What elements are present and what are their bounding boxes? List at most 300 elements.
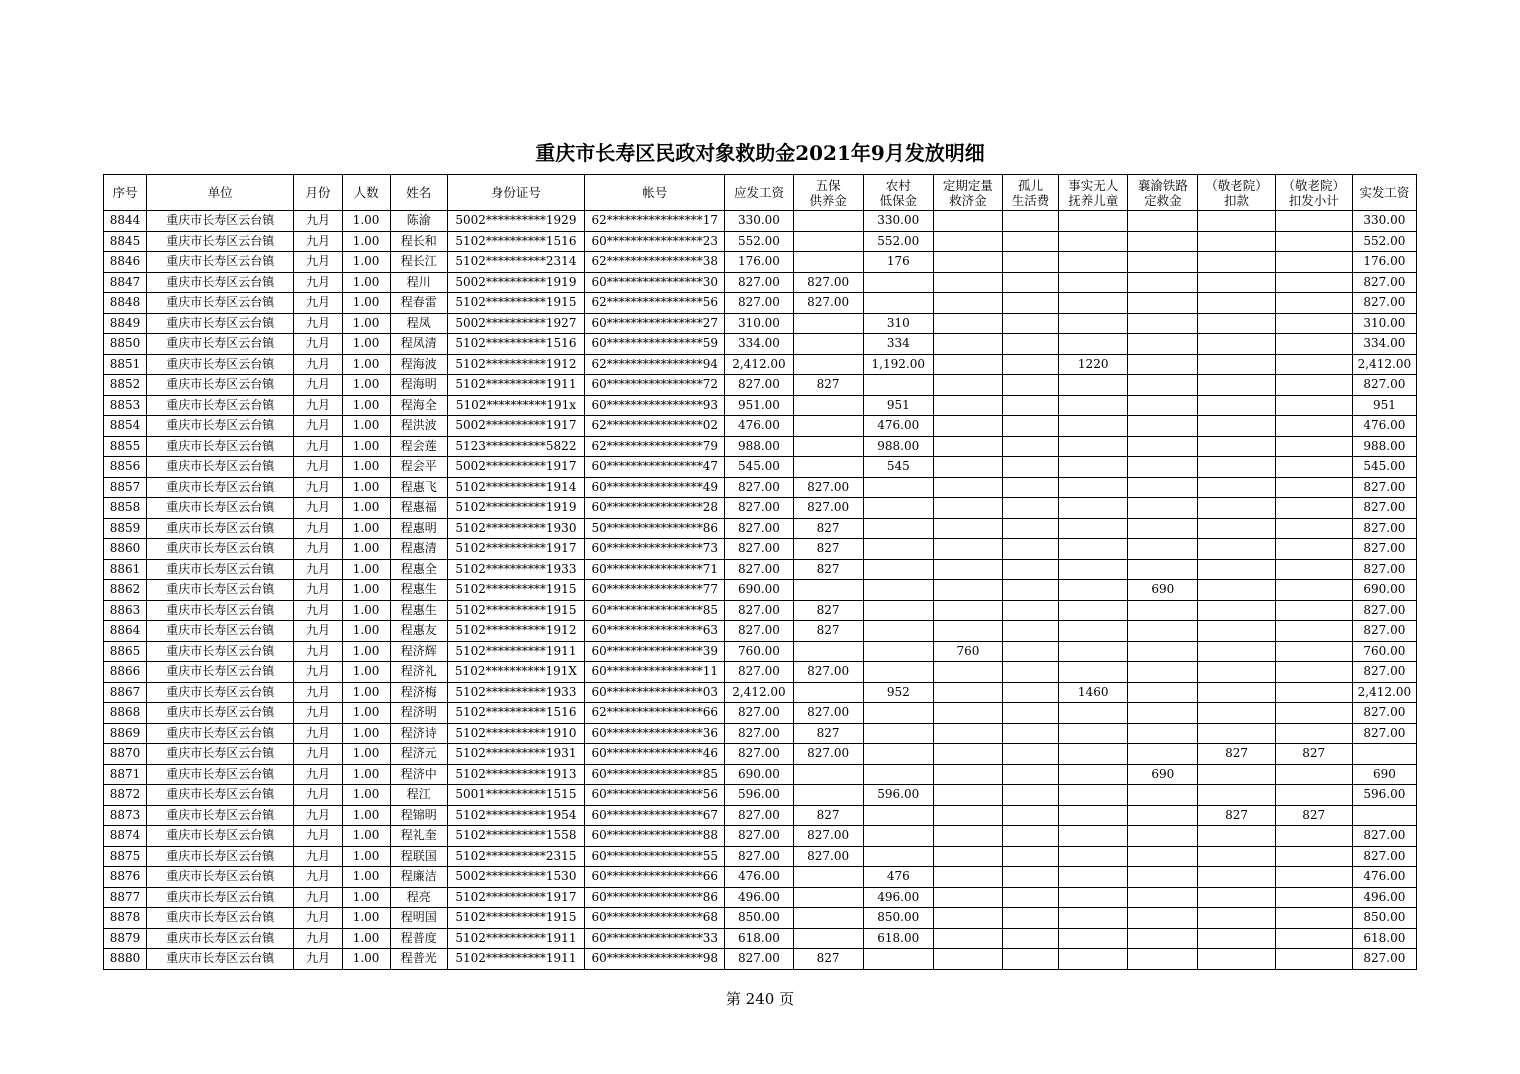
table-cell: 1.00 [342,600,390,621]
table-cell [1275,395,1352,416]
table-cell [1059,559,1128,580]
table-cell: 62****************17 [585,211,725,232]
table-cell [863,518,933,539]
column-header-sublabel: 抚养儿童 [1068,192,1119,208]
page-title: 重庆市长寿区民政对象救助金2021年9月发放明细 [535,141,985,165]
table-cell: 596.00 [725,785,793,806]
table-cell [1198,641,1275,662]
table-cell: 8859 [104,518,147,539]
column-header-label: 襄渝铁路 [1137,177,1188,193]
table-cell [933,723,1002,744]
table-cell: 8878 [104,908,147,929]
table-cell: 827 [793,621,863,642]
table-cell: 九月 [294,313,342,334]
table-cell: 476.00 [725,416,793,437]
table-cell: 827.00 [725,600,793,621]
table-cell: 60****************11 [585,662,725,683]
table-cell: 重庆市长寿区云台镇 [147,928,294,949]
table-cell [933,498,1002,519]
table-cell [933,354,1002,375]
column-header [863,175,933,211]
table-cell: 827.00 [1352,375,1416,396]
table-cell [1059,744,1128,765]
table-cell [1003,436,1059,457]
table-row [104,641,1417,662]
table-cell: 重庆市长寿区云台镇 [147,395,294,416]
table-row [104,518,1417,539]
table-cell: 九月 [294,867,342,888]
table-cell [1059,785,1128,806]
table-cell: 8850 [104,334,147,355]
table-row [104,723,1417,744]
table-cell: 827.00 [793,826,863,847]
table-cell [1198,559,1275,580]
table-cell: 8857 [104,477,147,498]
table-cell: 重庆市长寿区云台镇 [147,252,294,273]
table-cell: 827 [793,559,863,580]
table-cell [1059,436,1128,457]
table-cell [1198,395,1275,416]
table-cell: 310.00 [1352,313,1416,334]
table-cell: 5102**********1910 [447,723,584,744]
table-cell [933,867,1002,888]
table-cell: 2,412.00 [725,682,793,703]
table-cell: 988.00 [863,436,933,457]
column-header [1198,175,1275,211]
table-cell: 程济明 [390,703,447,724]
table-cell: 1.00 [342,313,390,334]
table-cell: 827.00 [725,375,793,396]
table-cell: 827.00 [1352,477,1416,498]
table-cell: 552.00 [863,231,933,252]
table-cell: 九月 [294,928,342,949]
table-cell [1198,682,1275,703]
table-cell: 827.00 [725,805,793,826]
table-cell: 8851 [104,354,147,375]
table-cell [1198,539,1275,560]
table-cell: 九月 [294,580,342,601]
table-cell [933,375,1002,396]
table-cell: 1.00 [342,477,390,498]
table-cell [933,313,1002,334]
table-cell: 程惠明 [390,518,447,539]
table-cell: 九月 [294,846,342,867]
table-cell: 60****************56 [585,785,725,806]
table-cell [863,846,933,867]
table-cell: 九月 [294,252,342,273]
column-header [1275,175,1352,211]
table-cell: 5102**********1931 [447,744,584,765]
table-row [104,211,1417,232]
table-cell: 5002**********1917 [447,457,584,478]
table-cell [1352,744,1416,765]
table-cell: 重庆市长寿区云台镇 [147,723,294,744]
table-cell: 九月 [294,539,342,560]
table-cell: 九月 [294,785,342,806]
table-cell [1003,703,1059,724]
table-cell [1059,231,1128,252]
table-cell: 827.00 [725,846,793,867]
table-cell [1198,949,1275,970]
table-row [104,498,1417,519]
table-cell [1059,293,1128,314]
table-cell: 827 [793,723,863,744]
table-cell: 827 [793,949,863,970]
table-cell [863,662,933,683]
table-cell [1128,662,1198,683]
table-cell: 程江 [390,785,447,806]
table-cell: 330.00 [863,211,933,232]
table-cell: 5102**********1933 [447,682,584,703]
table-cell [1198,621,1275,642]
table-cell: 60****************47 [585,457,725,478]
table-cell [1275,785,1352,806]
table-cell [1198,498,1275,519]
table-cell: 5102**********1911 [447,641,584,662]
table-cell: 程惠全 [390,559,447,580]
table-cell [1128,867,1198,888]
table-cell: 951.00 [725,395,793,416]
table-cell [793,928,863,949]
table-cell: 重庆市长寿区云台镇 [147,826,294,847]
table-cell [1275,539,1352,560]
table-cell: 60****************46 [585,744,725,765]
table-cell: 九月 [294,354,342,375]
table-cell: 8873 [104,805,147,826]
table-cell [793,313,863,334]
table-cell: 334 [863,334,933,355]
table-cell: 1.00 [342,867,390,888]
table-cell [863,600,933,621]
table-row [104,252,1417,273]
table-cell [1059,457,1128,478]
table-cell: 60****************73 [585,539,725,560]
table-cell [793,682,863,703]
table-cell: 1.00 [342,375,390,396]
table-cell: 8864 [104,621,147,642]
table-row [104,231,1417,252]
table-cell [933,211,1002,232]
table-cell [1059,621,1128,642]
table-cell: 程会莲 [390,436,447,457]
table-cell [1003,416,1059,437]
table-cell: 827.00 [1352,703,1416,724]
table-cell [933,846,1002,867]
table-cell: 1.00 [342,887,390,908]
table-cell [1003,846,1059,867]
table-cell [1128,252,1198,273]
table-cell: 827.00 [793,293,863,314]
table-cell: 5102**********1930 [447,518,584,539]
table-cell: 988.00 [1352,436,1416,457]
column-header [390,175,447,211]
table-cell [1128,416,1198,437]
table-cell: 60****************85 [585,600,725,621]
table-cell [793,395,863,416]
table-cell: 程亮 [390,887,447,908]
table-cell: 60****************49 [585,477,725,498]
table-cell [863,375,933,396]
table-cell: 1.00 [342,908,390,929]
table-cell: 310 [863,313,933,334]
table-cell: 8845 [104,231,147,252]
table-cell [1003,682,1059,703]
table-cell [1128,498,1198,519]
column-header-sublabel: 生活费 [1011,192,1050,208]
table-cell [1059,313,1128,334]
table-cell: 850.00 [725,908,793,929]
table-cell: 8853 [104,395,147,416]
table-cell: 60****************72 [585,375,725,396]
table-cell: 545.00 [1352,457,1416,478]
table-row [104,744,1417,765]
table-cell: 8849 [104,313,147,334]
table-cell: 重庆市长寿区云台镇 [147,498,294,519]
table-cell: 重庆市长寿区云台镇 [147,457,294,478]
table-cell [1059,867,1128,888]
table-cell: 827.00 [725,621,793,642]
column-header [1003,175,1059,211]
table-cell [933,662,1002,683]
table-cell: 九月 [294,211,342,232]
table-cell [1198,785,1275,806]
table-cell [1128,826,1198,847]
table-cell: 重庆市长寿区云台镇 [147,559,294,580]
table-cell: 827 [1198,744,1275,765]
table-cell [1003,559,1059,580]
table-cell: 5102**********1911 [447,375,584,396]
table-cell: 8875 [104,846,147,867]
table-cell: 程普光 [390,949,447,970]
table-cell [1198,252,1275,273]
table-cell [863,539,933,560]
table-cell: 62****************79 [585,436,725,457]
table-cell [1198,846,1275,867]
table-cell: 重庆市长寿区云台镇 [147,662,294,683]
table-cell [1128,375,1198,396]
table-cell [1059,580,1128,601]
table-cell: 1.00 [342,518,390,539]
table-cell: 8862 [104,580,147,601]
table-cell [793,416,863,437]
table-cell [933,436,1002,457]
table-cell [1128,805,1198,826]
table-row [104,867,1417,888]
table-cell: 1.00 [342,416,390,437]
table-cell: 5102**********1912 [447,354,584,375]
table-cell [1275,272,1352,293]
table-cell [863,293,933,314]
table-cell [933,600,1002,621]
table-cell: 827.00 [1352,846,1416,867]
table-cell [1059,539,1128,560]
table-cell: 62****************66 [585,703,725,724]
table-cell: 5102**********1917 [447,887,584,908]
table-cell: 重庆市长寿区云台镇 [147,703,294,724]
table-cell [1275,498,1352,519]
column-header [147,175,294,211]
table-cell: 850.00 [1352,908,1416,929]
column-header-label: 人数 [353,185,379,200]
table-cell: 827.00 [1352,662,1416,683]
table-cell: 60****************77 [585,580,725,601]
table-cell [1198,375,1275,396]
table-cell: 1.00 [342,785,390,806]
table-cell: 8876 [104,867,147,888]
table-cell: 827.00 [1352,293,1416,314]
table-cell: 60****************88 [585,826,725,847]
table-cell: 九月 [294,600,342,621]
table-cell: 988.00 [725,436,793,457]
table-cell [1003,375,1059,396]
table-cell: 827.00 [1352,539,1416,560]
column-header-sublabel: 扣发小计 [1288,192,1339,208]
table-cell [933,539,1002,560]
table-cell: 重庆市长寿区云台镇 [147,518,294,539]
table-cell [933,826,1002,847]
table-cell: 50****************86 [585,518,725,539]
table-cell [1198,928,1275,949]
table-cell: 程惠生 [390,600,447,621]
table-cell [933,805,1002,826]
table-row [104,805,1417,826]
table-cell: 496.00 [863,887,933,908]
table-cell [933,395,1002,416]
table-cell [1198,354,1275,375]
table-cell: 九月 [294,477,342,498]
table-cell [1003,457,1059,478]
table-cell: 重庆市长寿区云台镇 [147,354,294,375]
table-cell [793,887,863,908]
table-cell [1003,744,1059,765]
table-cell [1275,334,1352,355]
table-cell: 60****************55 [585,846,725,867]
table-cell: 5001**********1515 [447,785,584,806]
table-cell [1003,887,1059,908]
table-cell: 1.00 [342,436,390,457]
table-cell [1352,805,1416,826]
table-cell [1059,826,1128,847]
table-cell [1128,641,1198,662]
table-cell [1275,518,1352,539]
table-cell: 690 [1352,764,1416,785]
table-cell [1128,272,1198,293]
table-cell [1275,846,1352,867]
column-header-label: 帐号 [642,185,668,200]
table-cell: 重庆市长寿区云台镇 [147,682,294,703]
table-cell: 5102**********2315 [447,846,584,867]
table-cell [793,785,863,806]
table-cell: 827.00 [793,498,863,519]
table-cell: 176 [863,252,933,273]
table-cell [1059,498,1128,519]
table-cell: 310.00 [725,313,793,334]
table-cell: 827 [1275,805,1352,826]
table-cell: 2,412.00 [725,354,793,375]
table-cell [1128,518,1198,539]
table-cell: 827.00 [725,539,793,560]
table-cell: 62****************02 [585,416,725,437]
table-cell [933,416,1002,437]
table-cell: 重庆市长寿区云台镇 [147,867,294,888]
table-cell: 827.00 [793,272,863,293]
table-cell: 62****************56 [585,293,725,314]
table-cell: 重庆市长寿区云台镇 [147,949,294,970]
table-cell: 程惠飞 [390,477,447,498]
table-cell [1003,662,1059,683]
table-cell: 330.00 [1352,211,1416,232]
table-cell: 程济梅 [390,682,447,703]
table-cell: 重庆市长寿区云台镇 [147,375,294,396]
table-cell [1275,764,1352,785]
table-cell: 5102**********1913 [447,764,584,785]
table-cell: 8848 [104,293,147,314]
table-cell: 1.00 [342,744,390,765]
table-cell [1198,826,1275,847]
table-row [104,559,1417,580]
table-cell: 827.00 [725,826,793,847]
table-cell [1003,641,1059,662]
table-cell: 8863 [104,600,147,621]
table-cell: 8861 [104,559,147,580]
table-cell [1128,313,1198,334]
table-cell: 1.00 [342,395,390,416]
table-cell: 程济礼 [390,662,447,683]
table-row [104,457,1417,478]
table-cell [1059,477,1128,498]
table-row [104,416,1417,437]
table-cell [1059,764,1128,785]
table-row [104,764,1417,785]
table-cell: 1.00 [342,846,390,867]
table-cell: 951 [1352,395,1416,416]
table-cell: 5102**********1954 [447,805,584,826]
table-cell [933,518,1002,539]
column-header [1128,175,1198,211]
table-cell: 5102**********1919 [447,498,584,519]
table-cell: 1.00 [342,334,390,355]
table-cell: 程锦明 [390,805,447,826]
table-cell [1059,703,1128,724]
table-cell: 827.00 [725,477,793,498]
table-cell: 九月 [294,375,342,396]
table-cell: 重庆市长寿区云台镇 [147,805,294,826]
table-cell [1128,231,1198,252]
table-cell: 476.00 [1352,416,1416,437]
table-cell: 690.00 [725,764,793,785]
table-cell: 827.00 [725,293,793,314]
table-cell: 552.00 [725,231,793,252]
table-cell [793,457,863,478]
table-cell: 程海明 [390,375,447,396]
table-cell: 1.00 [342,252,390,273]
table-cell [1128,744,1198,765]
table-row [104,395,1417,416]
table-cell: 596.00 [863,785,933,806]
table-cell: 1.00 [342,641,390,662]
column-header-label: 实发工资 [1359,185,1410,200]
column-header-label: 农村 [885,177,911,193]
table-cell: 8858 [104,498,147,519]
table-cell: 5102**********2314 [447,252,584,273]
table-cell: 程春雷 [390,293,447,314]
table-cell: 827.00 [725,518,793,539]
table-row [104,272,1417,293]
table-row [104,477,1417,498]
table-cell [1003,498,1059,519]
table-cell: 程惠福 [390,498,447,519]
table-row [104,826,1417,847]
